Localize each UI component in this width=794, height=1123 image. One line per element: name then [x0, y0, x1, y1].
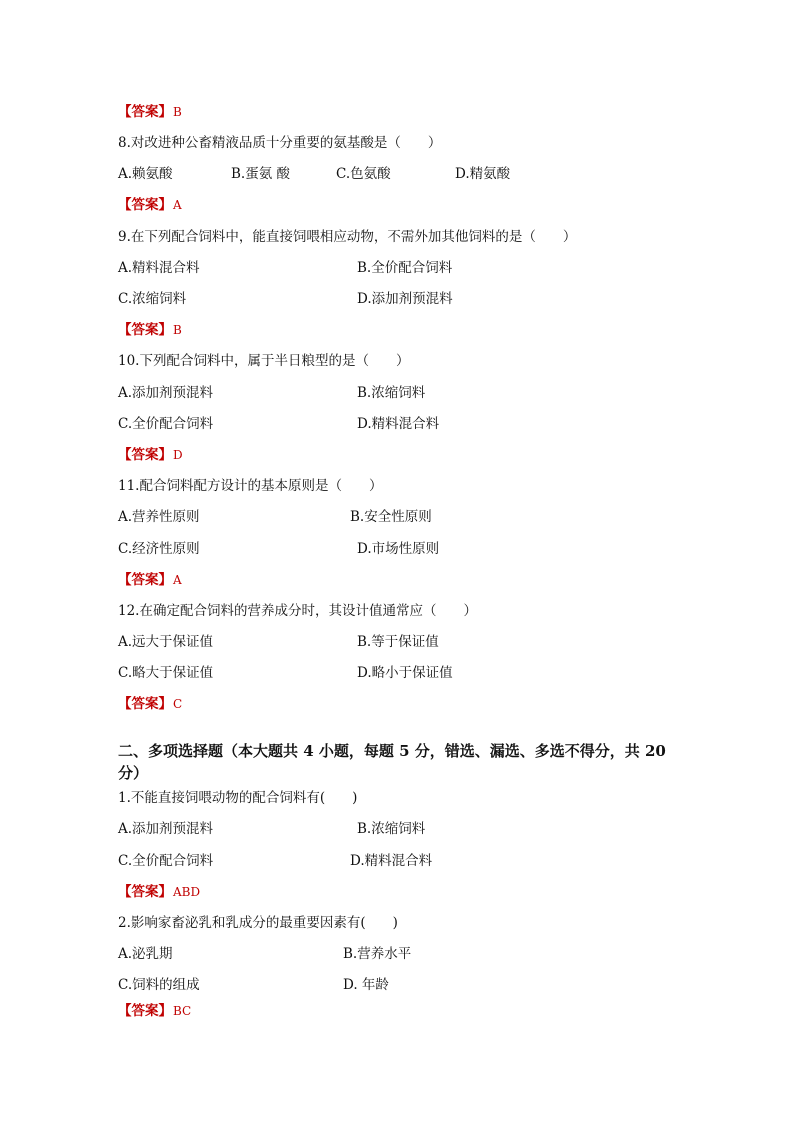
section-heading: 二、多项选择题（本大题共 4 小题，每题 5 分，错选、漏选、多选不得分，共 20 分） — [118, 742, 666, 782]
multi-question-2: 2.影响家畜泌乳和乳成分的最重要因素有( ) — [118, 915, 398, 931]
m1-option-a: A.添加剂预混料 — [118, 821, 214, 837]
q8-option-d: D.精氨酸 — [455, 166, 511, 182]
m1-option-c: C.全价配合饲料 — [118, 853, 214, 869]
answer-line: 【答案】D — [118, 447, 183, 463]
question-12: 12.在确定配合饲料的营养成分时，其设计值通常应（ ） — [118, 603, 477, 619]
question-8: 8.对改进种公畜精液品质十分重要的氨基酸是（ ） — [118, 135, 442, 151]
answer-line: 【答案】B — [118, 322, 182, 338]
answer-line: 【答案】C — [118, 696, 183, 712]
m2-option-c: C.饲料的组成 — [118, 977, 200, 993]
m1-option-d: D.精料混合料 — [350, 853, 433, 869]
q9-option-d: D.添加剂预混料 — [357, 291, 453, 307]
q12-option-a: A.远大于保证值 — [118, 634, 214, 650]
m2-option-d: D. 年龄 — [343, 977, 389, 993]
q9-option-a: A.精料混合料 — [118, 260, 200, 276]
q8-option-c: C.色氨酸 — [336, 166, 391, 182]
m2-option-a: A.泌乳期 — [118, 946, 173, 962]
m2-option-b: B.营养水平 — [343, 946, 412, 962]
q12-option-d: D.略小于保证值 — [357, 665, 453, 681]
q8-option-b: B.蛋氨 酸 — [231, 166, 291, 182]
question-11: 11.配合饲料配方设计的基本原则是（ ） — [118, 478, 383, 494]
m1-option-b: B.浓缩饲料 — [357, 821, 426, 837]
answer-line: 【答案】A — [118, 572, 182, 588]
q11-option-b: B.安全性原则 — [350, 509, 432, 525]
question-10: 10.下列配合饲料中，属于半日粮型的是（ ） — [118, 353, 410, 369]
answer-line: 【答案】BC — [118, 1003, 192, 1019]
q11-option-c: C.经济性原则 — [118, 541, 200, 557]
answer-line: 【答案】ABD — [118, 884, 201, 900]
question-9: 9.在下列配合饲料中，能直接饲喂相应动物，不需外加其他饲料的是（ ） — [118, 229, 577, 245]
q11-option-a: A.营养性原则 — [118, 509, 200, 525]
q10-option-d: D.精料混合料 — [357, 416, 440, 432]
q9-option-b: B.全价配合饲料 — [357, 260, 453, 276]
answer-line: 【答案】A — [118, 197, 182, 213]
q8-option-a: A.赖氨酸 — [118, 166, 173, 182]
q11-option-d: D.市场性原则 — [357, 541, 440, 557]
q10-option-a: A.添加剂预混料 — [118, 385, 214, 401]
q12-option-c: C.略大于保证值 — [118, 665, 214, 681]
q10-option-b: B.浓缩饲料 — [357, 385, 426, 401]
q10-option-c: C.全价配合饲料 — [118, 416, 214, 432]
q9-option-c: C.浓缩饲料 — [118, 291, 187, 307]
answer-line: 【答案】B — [118, 104, 182, 120]
multi-question-1: 1.不能直接饲喂动物的配合饲料有( ) — [118, 790, 358, 806]
q12-option-b: B.等于保证值 — [357, 634, 439, 650]
